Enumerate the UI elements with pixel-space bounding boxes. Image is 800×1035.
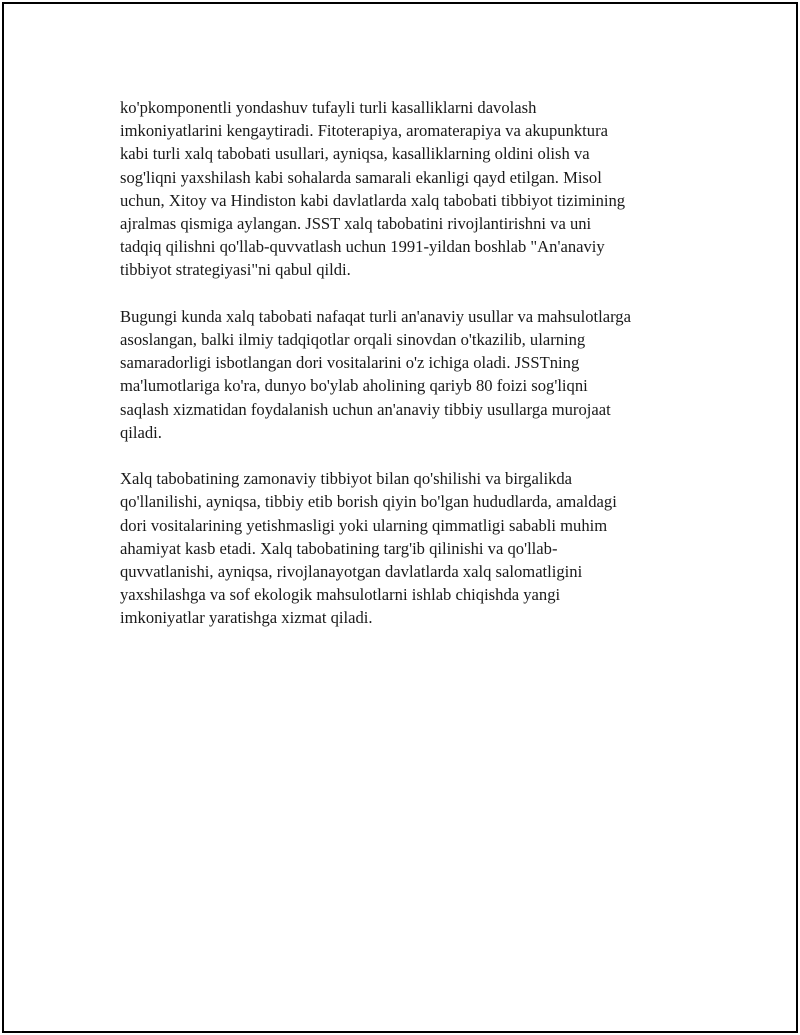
text-line: ahamiyat kasb etadi. Xalq tabobatining targ'ib qilinishi va qo'llab- (120, 538, 558, 558)
text-line: ko'pkomponentli yondashuv tufayli turli kasalliklarni davolash (120, 98, 537, 117)
text-line: Xalq tabobatining zamonaviy tibbiyot bilan qo'shilishi va birgalikda (120, 469, 573, 489)
text-line: dori vositalarining yetishmasligi yoki ularning qimmatligi sababli muhim (120, 515, 608, 535)
text-line: ajralmas qismiga aylangan. JSST xalq tabobatini rivojlantirishni va uni (120, 214, 592, 234)
text-line: uchun, Xitoy va Hindiston kabi davlatlarda xalq tabobati tibbiyot tizimining (120, 190, 626, 210)
text-line: Bugungi kunda xalq tabobati nafaqat turli an'anaviy usullar va mahsulotlarga (120, 306, 631, 326)
paragraph-1 (120, 96, 700, 282)
text-line: kabi turli xalq tabobati usullari, ayniqsa, kasalliklarning oldini olish va (120, 144, 590, 164)
text-line: asoslangan, balki ilmiy tadqiqotlar orqali sinovdan o'tkazilib, ularning (120, 330, 586, 350)
text-line: quvvatlanishi, ayniqsa, rivojlanayotgan davlatlarda xalq salomatligini (120, 562, 583, 582)
document-page (2, 2, 798, 1033)
document-body (120, 96, 700, 653)
text-line: tibbiyot strategiyasi"ni qabul qildi. (120, 260, 351, 280)
paragraph-2 (120, 305, 700, 444)
text-line: tadqiq qilishni qo'llab-quvvatlash uchun 1991-yildan boshlab "An'anaviy (120, 237, 605, 257)
text-line: samaradorligi isbotlangan dori vositalarini o'z ichiga oladi. JSSTning (120, 353, 580, 373)
text-line: imkoniyatlar yaratishga xizmat qiladi. (120, 608, 373, 628)
paragraph-3 (120, 467, 700, 629)
text-line: imkoniyatlarini kengaytiradi. Fitoterapiya, aromaterapiya va akupunktura (120, 121, 608, 141)
text-line: saqlash xizmatidan foydalanish uchun an'anaviy tibbiy usullarga murojaat (120, 399, 611, 419)
text-line: sog'liqni yaxshilash kabi sohalarda samarali ekanligi qayd etilgan. Misol (120, 167, 602, 187)
text-line: qo'llanilishi, ayniqsa, tibbiy etib borish qiyin bo'lgan hududlarda, amaldagi (120, 492, 617, 512)
text-line: qiladi. (120, 422, 162, 442)
text-line: yaxshilashga va sof ekologik mahsulotlarni ishlab chiqishda yangi (120, 585, 561, 605)
text-line: ma'lumotlariga ko'ra, dunyo bo'ylab aholining qariyb 80 foizi sog'liqni (120, 376, 588, 396)
